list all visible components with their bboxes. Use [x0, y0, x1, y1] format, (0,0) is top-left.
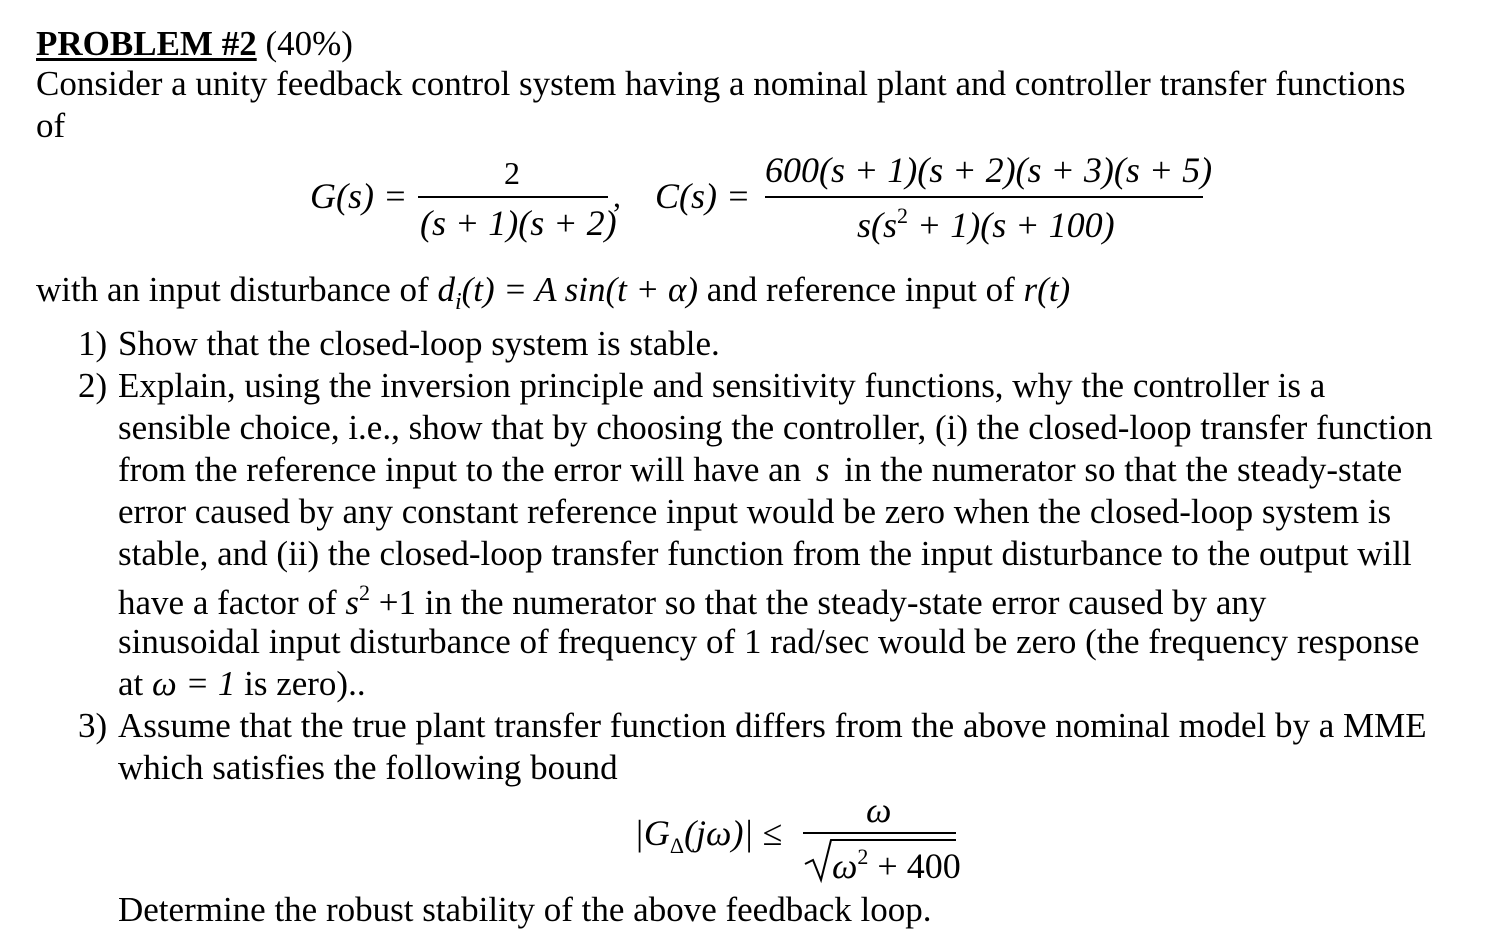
problem-title: PROBLEM #2 [36, 24, 257, 63]
problem-weight: (40%) [265, 24, 353, 63]
item-2-number: 2) [78, 366, 108, 405]
item-2-line-4: error caused by any constant reference input would be zero when the closed-loop system is [118, 492, 1392, 531]
item-2-line-2: sensible choice, i.e., show that by choosing the controller, (i) the closed-loop transfer function [118, 408, 1433, 447]
item-1-line-1: Show that the closed-loop system is stable. [118, 324, 720, 363]
g-denominator: (s + 1)(s + 2) [420, 203, 617, 243]
item-2-line-7: sinusoidal input disturbance of frequency of 1 rad/sec would be zero (the frequency response [118, 622, 1420, 661]
c-lhs: C(s) = [655, 176, 751, 216]
item-2-line-3: from the reference input to the error will have an s in the numerator so that the steady-state [118, 450, 1403, 489]
intro-line-1: Consider a unity feedback control system having a nominal plant and controller transfer functions [36, 64, 1406, 103]
item-3-line-2: which satisfies the following bound [118, 748, 618, 787]
item-2-line-5: stable, and (ii) the closed-loop transfer function from the input disturbance to the output will [118, 534, 1412, 573]
bound-lhs: $|G_\Delta(j\omega)|$ ≤ [634, 813, 783, 858]
reference-input: r(t) [1023, 270, 1071, 309]
g-lhs: G(s) = [310, 176, 408, 216]
item-3-number: 3) [78, 706, 108, 745]
disturbance-line [36, 272, 1070, 314]
problem-heading [36, 26, 353, 61]
disturbance-d: d [437, 270, 455, 309]
g-comma: , [613, 178, 621, 214]
item-1-number: 1) [78, 324, 108, 363]
item-3-line-1: Assume that the true plant transfer function differs from the above nominal model by a MME [118, 706, 1427, 745]
disturbance-text-b: and reference input of [706, 270, 1015, 309]
disturbance-expr: (t) = A sin(t + α) [461, 270, 699, 309]
final-instruction: Determine the robust stability of the above feedback loop. [118, 890, 932, 929]
intro-line-2: of [36, 106, 66, 145]
disturbance-d-sub: i [454, 289, 462, 315]
item-2-line-1: Explain, using the inversion principle and sensitivity functions, why the controller is a [118, 366, 1326, 405]
item-2-line-6: have a factor of $s^2 +1$ in the numerator so that the steady-state error caused by any [118, 580, 1267, 622]
bound-denominator: $\omega^2 + 400$ [832, 844, 961, 886]
bound-fraction-bar [803, 832, 956, 834]
c-denominator: $s(s^2 + 1)(s + 100)$ [857, 203, 1115, 245]
item-2-line-8: at ω = 1 is zero).. [118, 664, 366, 703]
disturbance-text-a: with an input disturbance of [36, 270, 429, 309]
bound-numerator: ω [866, 790, 892, 830]
g-fraction-bar [418, 196, 608, 198]
c-numerator: 600(s + 1)(s + 2)(s + 3)(s + 5) [765, 150, 1213, 190]
c-fraction-bar [765, 196, 1203, 198]
g-numerator: 2 [504, 155, 520, 191]
